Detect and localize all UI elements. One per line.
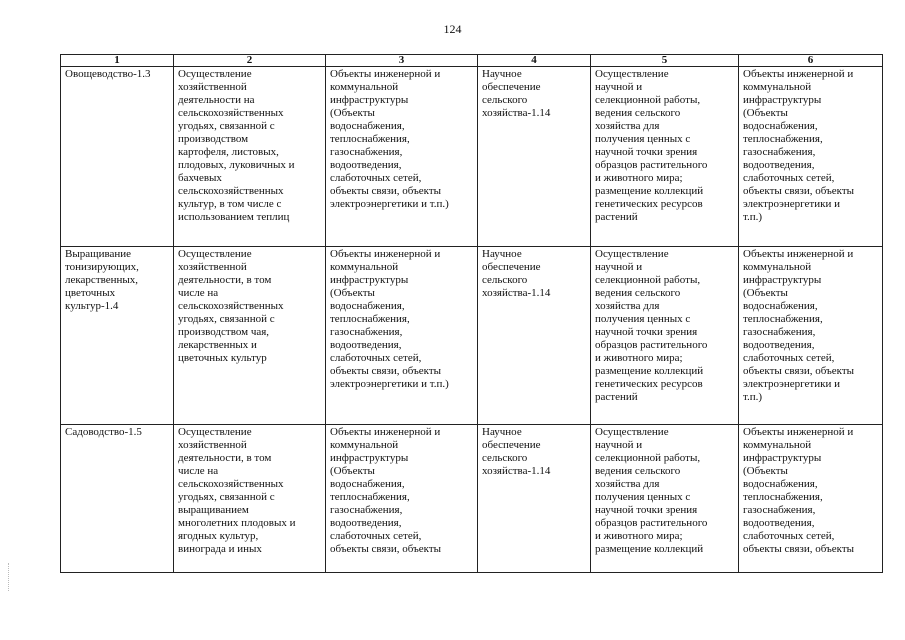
scan-edge-mark <box>8 563 10 591</box>
cell-auxiliary-infrastructure: Объекты инженерной и коммунальной инфраструктуры (Объекты водоснабжения, теплоснабжения, газоснабжения, водоотведения, слаботочных сетей, объекты связи, объекты электроэнергетики и т.п.) <box>739 67 883 247</box>
cell-land-use-type: Выращивание тонизирующих, лекарственных, цветочных культур-1.4 <box>61 247 174 425</box>
cell-auxiliary-infrastructure: Объекты инженерной и коммунальной инфраструктуры (Объекты водоснабжения, теплоснабжения, газоснабжения, водоотведения, слаботочных сетей, объекты связи, объекты <box>739 425 883 573</box>
cell-infrastructure: Объекты инженерной и коммунальной инфраструктуры (Объекты водоснабжения, теплоснабжения, газоснабжения, водоотведения, слаботочных сетей, объекты связи, объекты электроэнергетики и т.п.) <box>326 67 478 247</box>
table-row <box>61 425 883 573</box>
land-use-table <box>60 54 883 573</box>
column-header-4: 4 <box>478 55 591 67</box>
cell-auxiliary-use: Научное обеспечение сельского хозяйства-1.14 <box>478 247 591 425</box>
column-header-2: 2 <box>174 55 326 67</box>
cell-auxiliary-description: Осуществление научной и селекционной работы, ведения сельского хозяйства для получения ценных с научной точки зрения образцов растительного и животного мира; размещение коллекций генетических ресурсов растений <box>591 247 739 425</box>
table-row <box>61 67 883 247</box>
cell-auxiliary-use: Научное обеспечение сельского хозяйства-1.14 <box>478 67 591 247</box>
page-number: 124 <box>443 22 462 36</box>
table-header-row <box>61 55 883 67</box>
column-header-3: 3 <box>326 55 478 67</box>
cell-auxiliary-use: Научное обеспечение сельского хозяйства-1.14 <box>478 425 591 573</box>
cell-description: Осуществление хозяйственной деятельности, в том числе на сельскохозяйственных угодьях, связанной с выращиванием многолетних плодовых и ягодных культур, винограда и иных <box>174 425 326 573</box>
column-header-1: 1 <box>61 55 174 67</box>
cell-description: Осуществление хозяйственной деятельности на сельскохозяйственных угодьях, связанной с производством картофеля, листовых, плодовых, луковичных и бахчевых сельскохозяйственных культур, в том числе с использованием теплиц <box>174 67 326 247</box>
cell-description: Осуществление хозяйственной деятельности, в том числе на сельскохозяйственных угодьях, связанной с производством чая, лекарственных и цветочных культур <box>174 247 326 425</box>
column-header-6: 6 <box>739 55 883 67</box>
table-row <box>61 247 883 425</box>
column-header-5: 5 <box>591 55 739 67</box>
cell-land-use-type: Садоводство-1.5 <box>61 425 174 573</box>
cell-auxiliary-description: Осуществление научной и селекционной работы, ведения сельского хозяйства для получения ценных с научной точки зрения образцов растительного и животного мира; размещение коллекций <box>591 425 739 573</box>
cell-land-use-type: Овощеводство-1.3 <box>61 67 174 247</box>
cell-auxiliary-infrastructure: Объекты инженерной и коммунальной инфраструктуры (Объекты водоснабжения, теплоснабжения, газоснабжения, водоотведения, слаботочных сетей, объекты связи, объекты электроэнергетики и т.п.) <box>739 247 883 425</box>
cell-auxiliary-description: Осуществление научной и селекционной работы, ведения сельского хозяйства для получения ценных с научной точки зрения образцов растительного и животного мира; размещение коллекций генетических ресурсов растений <box>591 67 739 247</box>
cell-infrastructure: Объекты инженерной и коммунальной инфраструктуры (Объекты водоснабжения, теплоснабжения, газоснабжения, водоотведения, слаботочных сетей, объекты связи, объекты <box>326 425 478 573</box>
cell-infrastructure: Объекты инженерной и коммунальной инфраструктуры (Объекты водоснабжения, теплоснабжения, газоснабжения, водоотведения, слаботочных сетей, объекты связи, объекты электроэнергетики и т.п.) <box>326 247 478 425</box>
